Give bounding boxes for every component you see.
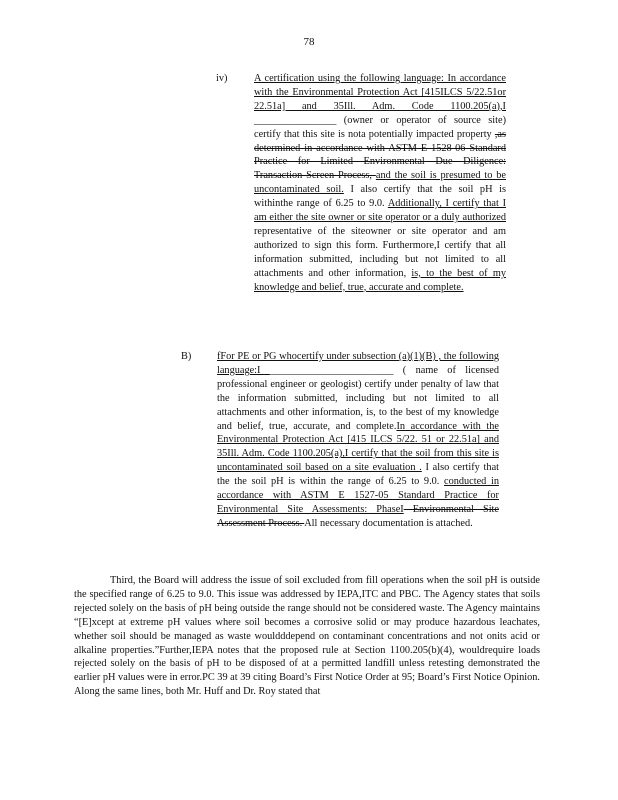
subsection-b [181, 350, 501, 565]
text-segment: conducted in accordance with ASTM E 1527-05 Standard Practice for Environmental Site Assessments: PhaseI [217, 476, 499, 515]
text-segment: ________________________ [269, 364, 394, 376]
text-segment: ,as determined in accordance with ASTM E 1528-06 Standard Practice for Limited Environmental Due Diligence: Transaction Screen Process, [254, 128, 506, 182]
subsection-iv-text [254, 72, 506, 295]
text-segment: Additionally, I certify that I am either the site owner or site operator or a duly authorized [254, 198, 506, 224]
text-segment: All necessary documentation is attached. [304, 517, 473, 529]
page-number: 78 [303, 36, 315, 48]
text-segment: and the soil is presumed to be uncontaminated soil. [254, 170, 506, 196]
text-segment: fFor PE or PG whocertify under subsection (a)(1)(B) , the following language:I [217, 351, 499, 376]
text-segment: I also certify that the soil pH is withinthe range of 6.25 to 9.0. [254, 184, 507, 210]
text-segment: In accordance with the Environmental Protection Act [415 ILCS 5/22. 51 or 22.51a] and 35Ill. Adm. Code 1100.205(a),I certify that the soil from this site is uncontaminated soil based on a site evaluation . [217, 420, 499, 474]
text-segment: (owner or operator of source site) certify that this site is nota potentially impacted property [254, 114, 506, 140]
text-segment: is, to the best of my knowledge and belief, true, accurate and complete. [254, 267, 506, 293]
body-paragraph: Third, the Board will address the issue of soil excluded from fill operations when the soil pH is outside the specified range of 6.25 to 9.0. This issue was addressed by IEPA,ITC and PBC. The Agency states that soils rejected solely on the basis of pH being outside the range should not be considered waste. The Agency maintains “[E]xcept at extreme pH values where soil becomes a corrosive solid or may produce hazardous leachates, whether soil should be managed as waste wouldddepend on contaminant concentrations and not onits acid or alkaline properties.”Further,IEPA notes that the proposed rule at Section 1100.205(b)(4), wouldrequire loads rejected solely on the basis of pH to be disposed of at a permitted landfill unless retesting demonstrated the earlier pH values were in error.PC 39 at 39 citing Board’s First Notice Order at 95; Board’s First Notice Opinion. Along the same lines, both Mr. Huff and Dr. Roy stated that [74, 575, 540, 698]
text-segment: Environmental Site Assessment Process. [217, 503, 499, 529]
text-segment: ( name of licensed professional engineer or geologist) certify under penalty of law that the information submitted, including but not limited to all attachments and other information, is, to the best of my knowledge and belief, true, accurate, and complete. [217, 364, 499, 432]
subsection-iv-marker: iv) [216, 73, 228, 84]
subsection-b-text [217, 350, 499, 531]
text-segment: ________________ [254, 114, 337, 126]
text-segment: In accordance with the Environmental Protection Act [415ILCS 5/22.51or 22.51a] and 35Ill. Adm. Code 1100.205(a),I [254, 73, 506, 112]
subsection-iv [216, 72, 506, 342]
text-segment: A certification using the following language: [254, 73, 448, 84]
text-segment: I also certify that the the soil pH is within the range of 6.25 to 9.0. [217, 462, 499, 488]
text-segment: representative of the siteowner or site operator and am authorized to sign this form. Furthermore,I certify that all information submitted, including but not limited to all attachments and other information, [254, 225, 506, 279]
subsection-b-marker: B) [181, 351, 192, 362]
